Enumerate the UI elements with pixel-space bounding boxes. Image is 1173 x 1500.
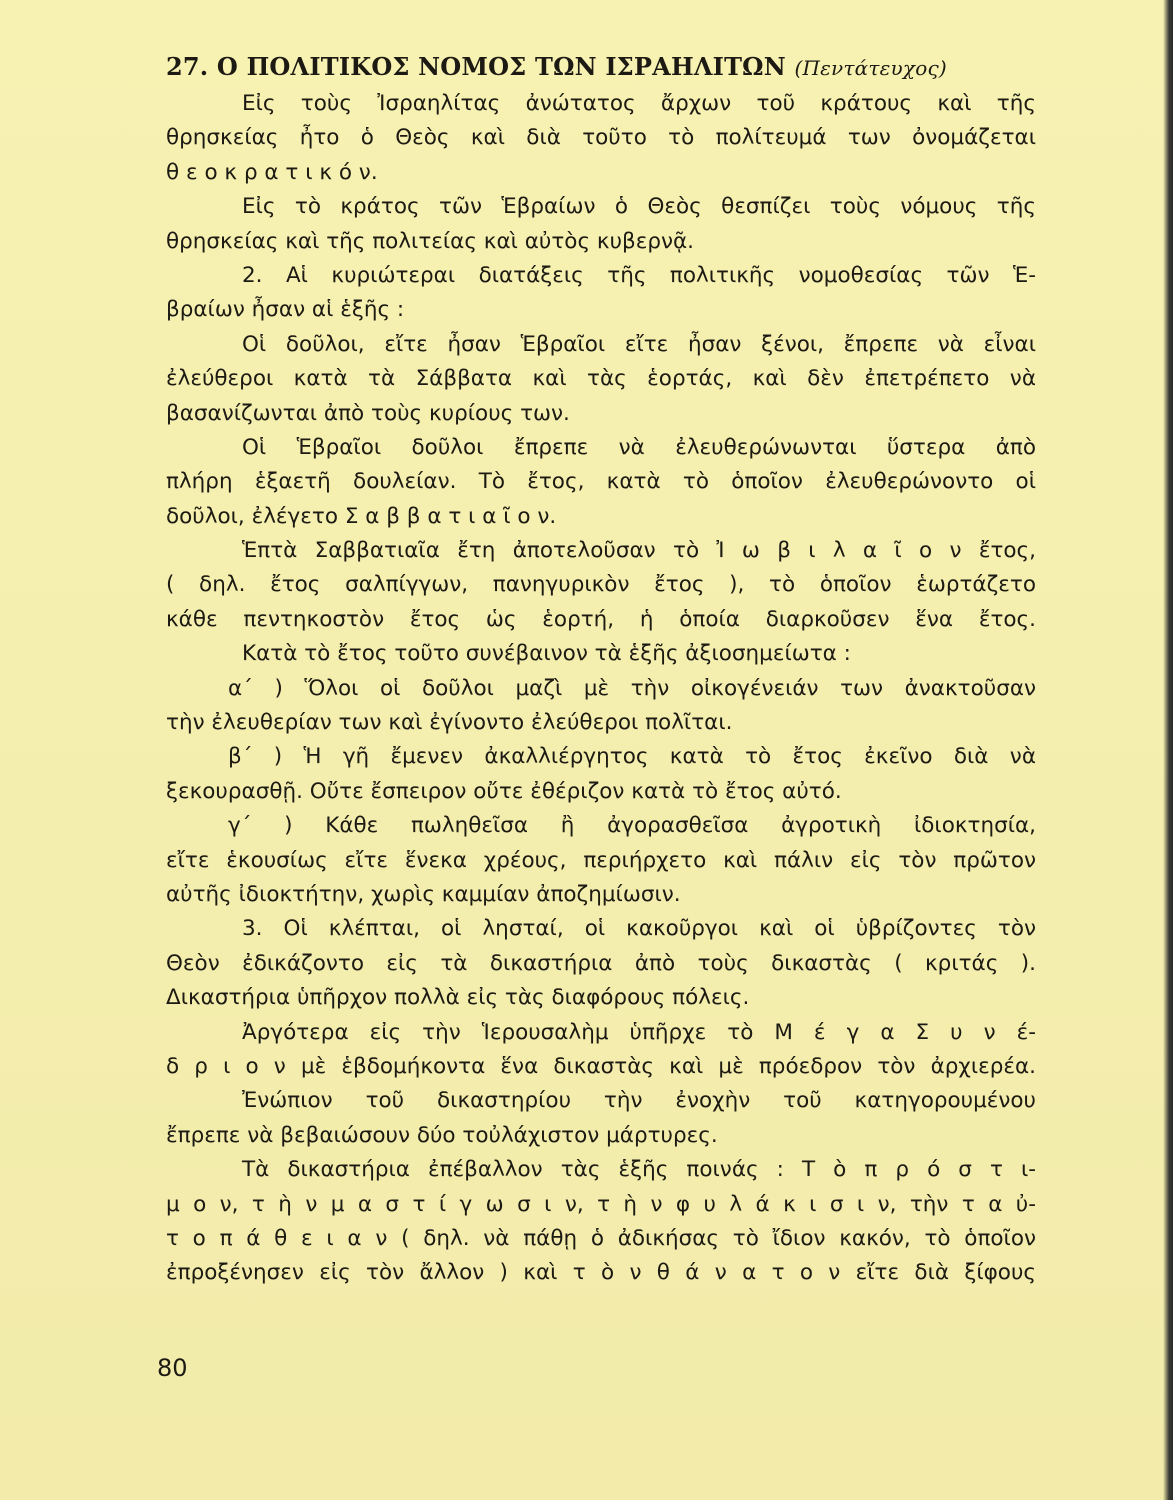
- text-line: Ἐνώπιον τοῦ δικαστηρίου τὴν ἐνοχὴν τοῦ κατηγορουμένου: [242, 1088, 1036, 1114]
- chapter-heading: [166, 52, 1036, 81]
- text-line: θ ε ο κ ρ α τ ι κ ό ν.: [166, 159, 378, 185]
- text-line: Δικαστήρια ὑπῆρχον πολλὰ εἰς τὰς διαφόρους πόλεις.: [166, 985, 750, 1011]
- text-line: Ἀργότερα εἰς τὴν Ἱερουσαλὴμ ὑπῆρχε τὸ Μ έ γ α Σ υ ν έ-: [242, 1019, 1036, 1045]
- text-line: κάθε πεντηκοστὸν ἔτος ὡς ἑορτή, ἡ ὁποία διαρκοῦσεν ἕνα ἔτος.: [166, 606, 1036, 632]
- chapter-title: 27. Ο ΠΟΛΙΤΙΚΟΣ ΝΟΜΟΣ ΤΩΝ ΙΣΡΑΗΛΙΤΩΝ: [166, 52, 786, 81]
- text-line: θρησκείας ἦτο ὁ Θεὸς καὶ διὰ τοῦτο τὸ πολίτευμά των ὀνομάζεται: [166, 125, 1036, 151]
- text-line: Κατὰ τὸ ἔτος τοῦτο συνέβαινον τὰ ἑξῆς ἀξιοσημείωτα :: [242, 641, 851, 667]
- text-line: Εἰς τὸ κράτος τῶν Ἑβραίων ὁ Θεὸς θεσπίζει τοὺς νόμους τῆς: [242, 194, 1036, 220]
- text-line: β΄ ) Ἡ γῆ ἔμενεν ἀκαλλιέργητος κατὰ τὸ ἔτος ἐκεῖνο διὰ νὰ: [228, 744, 1036, 770]
- page-text: [166, 52, 1036, 1291]
- page-edge: [1163, 0, 1173, 1500]
- text-line: αὐτῆς ἰδιοκτήτην, χωρὶς καμμίαν ἀποζημίωσιν.: [166, 881, 681, 907]
- text-line: ξεκουρασθῇ. Οὔτε ἔσπειρον οὔτε ἐθέριζον κατὰ τὸ ἔτος αὐτό.: [166, 778, 842, 804]
- text-line: Τὰ δικαστήρια ἐπέβαλλον τὰς ἑξῆς ποινάς : Τ ὸ π ρ ό σ τ ι-: [242, 1157, 1036, 1183]
- text-line: α΄ ) Ὅλοι οἱ δοῦλοι μαζὶ μὲ τὴν οἰκογένειάν των ἀνακτοῦσαν: [228, 675, 1036, 701]
- text-line: Οἱ δοῦλοι, εἴτε ἦσαν Ἑβραῖοι εἴτε ἦσαν ξένοι, ἔπρεπε νὰ εἶναι: [242, 331, 1036, 357]
- text-line: δ ρ ι ο ν μὲ ἑβδομήκοντα ἕνα δικαστὰς καὶ μὲ πρόεδρον τὸν ἀρχιερέα.: [166, 1053, 1036, 1079]
- text-line: 3. Οἱ κλέπται, οἱ λησταί, οἱ κακοῦργοι καὶ οἱ ὑβρίζοντες τὸν: [242, 916, 1036, 942]
- text-line: γ΄ ) Κάθε πωληθεῖσα ἢ ἀγορασθεῖσα ἀγροτικὴ ἰδιοκτησία,: [228, 813, 1036, 839]
- text-line: θρησκείας καὶ τῆς πολιτείας καὶ αὐτὸς κυβερνᾷ.: [166, 228, 695, 254]
- text-line: Θεὸν ἐδικάζοντο εἰς τὰ δικαστήρια ἀπὸ τοὺς δικαστὰς ( κριτάς ).: [166, 950, 1036, 976]
- text-line: Οἱ Ἑβραῖοι δοῦλοι ἔπρεπε νὰ ἐλευθερώνωνται ὕστερα ἀπὸ: [242, 434, 1036, 460]
- page-number: 80: [157, 1354, 188, 1382]
- text-line: βασανίζωνται ἀπὸ τοὺς κυρίους των.: [166, 400, 570, 426]
- text-line: μ ο ν, τ ὴ ν μ α σ τ ί γ ω σ ι ν, τ ὴ ν φ υ λ ά κ ι σ ι ν, τὴν τ α ὐ-: [166, 1191, 1036, 1217]
- text-line: πλήρη ἑξαετῆ δουλείαν. Τὸ ἔτος, κατὰ τὸ ὁποῖον ἐλευθερώνοντο οἱ: [166, 469, 1036, 495]
- text-line: Ἑπτὰ Σαββατιαῖα ἔτη ἀποτελοῦσαν τὸ Ἰ ω β ι λ α ῖ ο ν ἔτος,: [242, 538, 1036, 564]
- text-line: εἴτε ἑκουσίως εἴτε ἕνεκα χρέους, περιήρχετο καὶ πάλιν εἰς τὸν πρῶτον: [166, 847, 1036, 873]
- text-line: τ ο π ά θ ε ι α ν ( δηλ. νὰ πάθῃ ὁ ἀδικήσας τὸ ἴδιον κακόν, τὸ ὁποῖον: [166, 1225, 1036, 1251]
- text-line: Εἰς τοὺς Ἰσραηλίτας ἀνώτατος ἄρχων τοῦ κράτους καὶ τῆς: [242, 91, 1036, 116]
- text-line: δοῦλοι, ἐλέγετο Σ α β β α τ ι α ῖ ο ν.: [166, 503, 557, 529]
- text-line: ἔπρεπε νὰ βεβαιώσουν δύο τοὐλάχιστον μάρτυρες.: [166, 1122, 718, 1148]
- text-line: ( δηλ. ἔτος σαλπίγγων, πανηγυρικὸν ἔτος ), τὸ ὁποῖον ἑωρτάζετο: [166, 572, 1036, 598]
- chapter-subtitle: (Πεντάτευχος): [794, 56, 947, 80]
- text-line: ἐπροξένησεν εἰς τὸν ἄλλον ) καὶ τ ὸ ν θ ά ν α τ ο ν εἴτε διὰ ξίφους: [166, 1260, 1036, 1286]
- text-line: ἐλεύθεροι κατὰ τὰ Σάββατα καὶ τὰς ἑορτάς, καὶ δὲν ἐπετρέπετο νὰ: [166, 366, 1036, 392]
- text-line: 2. Αἱ κυριώτεραι διατάξεις τῆς πολιτικῆς νομοθεσίας τῶν Ἑ-: [242, 262, 1036, 288]
- text-line: βραίων ἦσαν αἱ ἑξῆς :: [166, 297, 405, 323]
- text-line: τὴν ἐλευθερίαν των καὶ ἐγίνοντο ἐλεύθεροι πολῖται.: [166, 710, 733, 736]
